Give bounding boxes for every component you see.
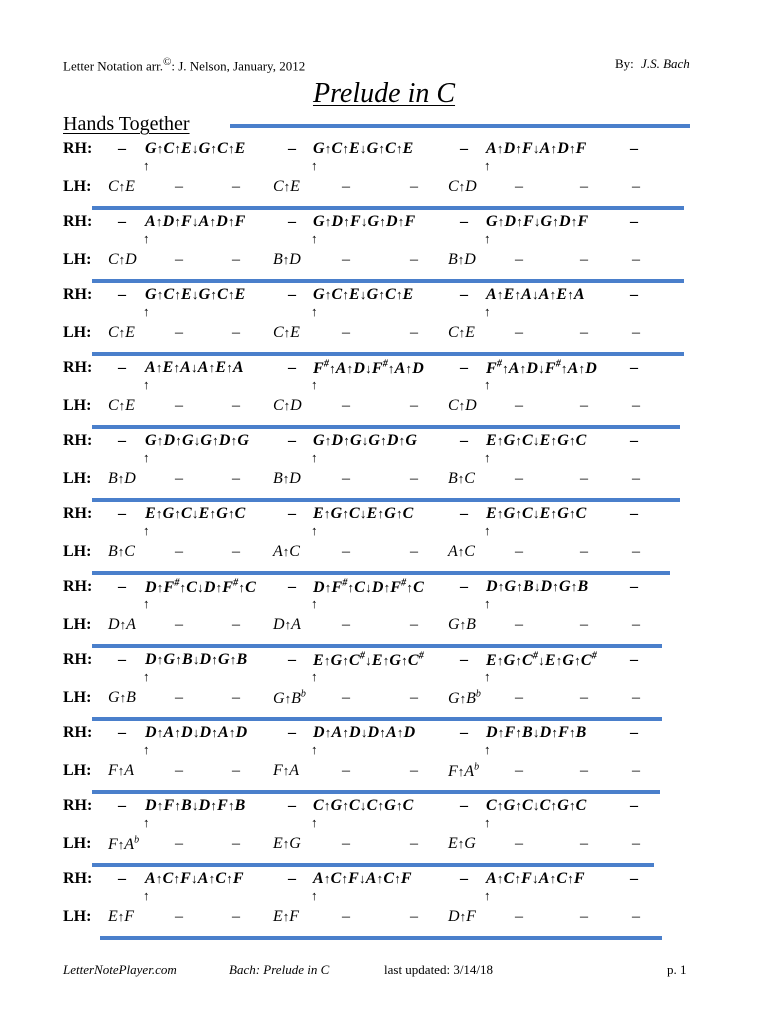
lh-rest-dash: – [632,689,640,706]
rh-rest-dash: – [118,213,126,230]
beat-arrow: ↑ [484,158,491,173]
rh-label: RH: [63,651,93,668]
lh-note-group: C↑E [108,178,135,195]
rh-rest-dash: – [460,505,468,522]
rh-note-group: A↑E↑A↓A↑E↑A [145,359,244,376]
rh-note-group: G↑C↑E↓G↑C↑E [145,286,246,303]
beat-arrow: ↑ [143,304,150,319]
rh-rest-dash: – [288,578,296,595]
lh-note-group: B↑C [108,543,135,560]
lh-rest-dash: – [175,689,183,706]
lh-rest-dash: – [410,908,418,925]
rh-rest-dash: – [460,870,468,887]
footer-updated: last updated: 3/14/18 [384,962,494,977]
lh-rest-dash: – [175,835,183,852]
lh-rest-dash: – [410,543,418,560]
lh-rest-dash: – [410,689,418,706]
lh-note-group: G↑B [108,689,136,706]
lh-rest-dash: – [175,908,183,925]
rh-rest-dash: – [630,578,638,595]
lh-rest-dash: – [632,251,640,268]
rh-note-group: G↑C↑E↓G↑C↑E [313,286,414,303]
lh-note-group: A↑C [273,543,300,560]
rh-rest-dash: – [118,870,126,887]
rh-rest-dash: – [118,578,126,595]
lh-label: LH: [63,251,92,268]
lh-rest-dash: – [580,543,588,560]
beat-arrow: ↑ [311,231,318,246]
system-divider [92,717,662,721]
section-heading: Hands Together [63,113,190,135]
lh-rest-dash: – [410,397,418,414]
lh-rest-dash: – [232,908,240,925]
system-divider [100,936,662,940]
rh-rest-dash: – [288,140,296,157]
lh-rest-dash: – [580,835,588,852]
rh-rest-dash: – [118,140,126,157]
lh-note-group: D↑A [108,616,136,633]
rh-note-group: F#↑A↑D↓F#↑A↑D [313,359,424,378]
lh-rest-dash: – [410,324,418,341]
rh-rest-dash: – [118,286,126,303]
lh-rest-dash: – [232,324,240,341]
lh-note-group: C↑E [273,324,300,341]
lh-note-group: F↑A [273,762,300,779]
lh-rest-dash: – [580,470,588,487]
lh-rest-dash: – [515,835,523,852]
lh-note-group: C↑E [108,397,135,414]
rh-rest-dash: – [288,797,296,814]
rh-rest-dash: – [630,797,638,814]
lh-rest-dash: – [232,689,240,706]
lh-rest-dash: – [580,397,588,414]
lh-rest-dash: – [632,397,640,414]
lh-rest-dash: – [342,251,350,268]
footer-page: p. 1 [667,962,687,977]
rh-rest-dash: – [288,651,296,668]
system-divider [92,425,680,429]
rh-note-group: D↑A↑D↓D↑A↑D [145,724,248,741]
rh-rest-dash: – [460,578,468,595]
rh-note-group: E↑G↑C↓E↑G↑C [486,505,587,522]
lh-rest-dash: – [580,689,588,706]
lh-rest-dash: – [232,251,240,268]
rh-note-group: D↑G↑B↓D↑G↑B [486,578,589,595]
beat-arrow: ↑ [143,742,150,757]
rh-note-group: E↑G↑C#↓E↑G↑C# [486,651,597,670]
lh-note-group: B↑C [448,470,475,487]
rh-label: RH: [63,359,93,376]
lh-rest-dash: – [515,178,523,195]
lh-rest-dash: – [580,762,588,779]
lh-rest-dash: – [580,908,588,925]
rh-note-group: D↑A↑D↓D↑A↑D [313,724,416,741]
rh-rest-dash: – [630,651,638,668]
lh-rest-dash: – [342,470,350,487]
lh-rest-dash: – [632,762,640,779]
beat-arrow: ↑ [311,450,318,465]
composer-name: J.S. Bach [641,56,690,71]
rh-rest-dash: – [630,286,638,303]
arranger-text: : J. Nelson, January, 2012 [171,58,306,74]
beat-arrow: ↑ [311,158,318,173]
rh-note-group: E↑G↑C↓E↑G↑C [313,505,414,522]
rh-label: RH: [63,724,93,741]
lh-rest-dash: – [515,762,523,779]
rh-note-group: C↑G↑C↓C↑G↑C [313,797,414,814]
rh-rest-dash: – [630,432,638,449]
rh-rest-dash: – [288,359,296,376]
lh-rest-dash: – [632,470,640,487]
rh-note-group: A↑D↑F↓A↑D↑F [486,140,587,157]
lh-label: LH: [63,178,92,195]
beat-arrow: ↑ [143,450,150,465]
lh-label: LH: [63,616,92,633]
rh-note-group: G↑C↑E↓G↑C↑E [313,140,414,157]
lh-note-group: E↑G [448,835,476,852]
beat-arrow: ↑ [311,815,318,830]
beat-arrow: ↑ [484,523,491,538]
lh-note-group: B↑D [273,251,301,268]
rh-rest-dash: – [288,432,296,449]
lh-rest-dash: – [515,543,523,560]
beat-arrow: ↑ [143,523,150,538]
rh-note-group: A↑C↑F↓A↑C↑F [313,870,412,887]
lh-note-group: $G↑B^b$ [273,689,306,708]
rh-note-group: G↑C↑E↓G↑C↑E [145,140,246,157]
rh-rest-dash: – [460,797,468,814]
rh-note-group: G↑D↑F↓G↑D↑F [313,213,416,230]
lh-label: LH: [63,835,92,852]
lh-rest-dash: – [175,616,183,633]
rh-rest-dash: – [630,213,638,230]
rh-rest-dash: – [118,797,126,814]
lh-note-group: B↑D [108,470,136,487]
lh-rest-dash: – [232,835,240,852]
rh-rest-dash: – [630,724,638,741]
rh-note-group: D↑F#↑C↓D↑F#↑C [145,578,256,597]
rh-rest-dash: – [118,432,126,449]
lh-rest-dash: – [232,397,240,414]
beat-arrow: ↑ [484,888,491,903]
lh-rest-dash: – [632,835,640,852]
lh-rest-dash: – [175,470,183,487]
rh-note-group: E↑G↑C↓E↑G↑C [486,432,587,449]
rh-rest-dash: – [288,213,296,230]
rh-rest-dash: – [118,651,126,668]
rh-rest-dash: – [630,505,638,522]
footer-site: LetterNotePlayer.com [63,962,177,977]
lh-rest-dash: – [232,762,240,779]
beat-arrow: ↑ [484,450,491,465]
system-divider [92,206,684,210]
lh-label: LH: [63,689,92,706]
lh-label: LH: [63,908,92,925]
rh-note-group: C↑G↑C↓C↑G↑C [486,797,587,814]
lh-note-group: C↑E [273,178,300,195]
lh-label: LH: [63,470,92,487]
beat-arrow: ↑ [143,377,150,392]
rh-note-group: G↑D↑F↓G↑D↑F [486,213,589,230]
lh-note-group: B↑D [448,251,476,268]
rh-rest-dash: – [460,140,468,157]
lh-label: LH: [63,324,92,341]
rh-label: RH: [63,797,93,814]
lh-note-group: F↑A [108,762,135,779]
rh-rest-dash: – [460,213,468,230]
beat-arrow: ↑ [484,304,491,319]
rh-rest-dash: – [118,505,126,522]
rh-label: RH: [63,505,93,522]
beat-arrow: ↑ [484,377,491,392]
rh-label: RH: [63,286,93,303]
lh-rest-dash: – [410,762,418,779]
rh-rest-dash: – [460,724,468,741]
lh-rest-dash: – [410,251,418,268]
arrangement-label: Letter Notation arr. [63,58,163,74]
system-divider [92,498,680,502]
rh-rest-dash: – [630,870,638,887]
rh-rest-dash: – [288,505,296,522]
footer-work: Bach: Prelude in C [229,962,330,977]
rh-rest-dash: – [288,870,296,887]
rh-label: RH: [63,578,93,595]
rh-note-group: D↑F#↑C↓D↑F#↑C [313,578,424,597]
lh-note-group: A↑C [448,543,475,560]
beat-arrow: ↑ [143,888,150,903]
system-divider [92,644,662,648]
composer-credit [615,56,690,72]
lh-rest-dash: – [342,178,350,195]
lh-rest-dash: – [342,689,350,706]
lh-rest-dash: – [515,397,523,414]
lh-rest-dash: – [342,543,350,560]
lh-rest-dash: – [632,178,640,195]
lh-rest-dash: – [515,324,523,341]
lh-rest-dash: – [175,324,183,341]
beat-arrow: ↑ [311,523,318,538]
lh-note-group: E↑G [273,835,301,852]
system-divider [92,863,654,867]
beat-arrow: ↑ [311,304,318,319]
lh-note-group: B↑D [273,470,301,487]
arrangement-credit [63,56,305,74]
system-divider [92,790,660,794]
lh-rest-dash: – [632,908,640,925]
beat-arrow: ↑ [143,815,150,830]
rh-note-group: E↑G↑C↓E↑G↑C [145,505,246,522]
lh-rest-dash: – [175,397,183,414]
rh-note-group: F#↑A↑D↓F#↑A↑D [486,359,597,378]
lh-rest-dash: – [175,543,183,560]
lh-rest-dash: – [175,178,183,195]
lh-label: LH: [63,397,92,414]
lh-rest-dash: – [580,324,588,341]
rh-note-group: G↑D↑G↓G↑D↑G [145,432,250,449]
lh-note-group: $G↑B^b$ [448,689,481,708]
lh-note-group: E↑F [108,908,135,925]
lh-note-group: E↑F [273,908,300,925]
rh-rest-dash: – [460,651,468,668]
beat-arrow: ↑ [143,669,150,684]
rh-rest-dash: – [118,359,126,376]
lh-note-group: C↑D [108,251,137,268]
beat-arrow: ↑ [143,596,150,611]
lh-rest-dash: – [342,397,350,414]
lh-rest-dash: – [632,616,640,633]
lh-label: LH: [63,762,92,779]
beat-arrow: ↑ [311,888,318,903]
rh-rest-dash: – [118,724,126,741]
lh-rest-dash: – [580,251,588,268]
by-label: By: [615,56,634,71]
rh-rest-dash: – [630,140,638,157]
system-divider [92,279,684,283]
copyright-mark: © [163,56,172,68]
lh-label: LH: [63,543,92,560]
lh-rest-dash: – [232,178,240,195]
rh-label: RH: [63,213,93,230]
rh-note-group: A↑C↑F↓A↑C↑F [486,870,585,887]
beat-arrow: ↑ [484,231,491,246]
lh-rest-dash: – [410,470,418,487]
page-title: Prelude in C [312,78,456,109]
rh-rest-dash: – [460,359,468,376]
lh-rest-dash: – [632,324,640,341]
lh-rest-dash: – [515,470,523,487]
beat-arrow: ↑ [311,377,318,392]
rh-note-group: E↑G↑C#↓E↑G↑C# [313,651,424,670]
beat-arrow: ↑ [143,158,150,173]
lh-rest-dash: – [580,178,588,195]
lh-rest-dash: – [175,762,183,779]
beat-arrow: ↑ [484,742,491,757]
rh-label: RH: [63,140,93,157]
lh-note-group: $F↑A^b$ [448,762,480,781]
rh-rest-dash: – [460,286,468,303]
beat-arrow: ↑ [484,596,491,611]
rh-note-group: A↑C↑F↓A↑C↑F [145,870,244,887]
lh-note-group: C↑E [108,324,135,341]
lh-rest-dash: – [515,908,523,925]
rh-rest-dash: – [288,286,296,303]
lh-note-group: C↑E [448,324,475,341]
lh-rest-dash: – [515,616,523,633]
rh-note-group: D↑F↑B↓D↑F↑B [145,797,246,814]
rh-note-group: G↑D↑G↓G↑D↑G [313,432,418,449]
lh-rest-dash: – [342,324,350,341]
lh-rest-dash: – [232,470,240,487]
lh-rest-dash: – [410,835,418,852]
lh-note-group: G↑B [448,616,476,633]
beat-arrow: ↑ [484,669,491,684]
lh-rest-dash: – [232,543,240,560]
beat-arrow: ↑ [311,669,318,684]
rh-rest-dash: – [460,432,468,449]
lh-rest-dash: – [342,762,350,779]
lh-rest-dash: – [632,543,640,560]
lh-note-group: C↑D [448,397,477,414]
lh-rest-dash: – [515,251,523,268]
lh-rest-dash: – [580,616,588,633]
lh-rest-dash: – [342,835,350,852]
rh-rest-dash: – [630,359,638,376]
lh-rest-dash: – [175,251,183,268]
rh-note-group: D↑G↑B↓D↑G↑B [145,651,248,668]
lh-note-group: $F↑A^b$ [108,835,140,854]
system-divider [92,571,670,575]
lh-rest-dash: – [342,908,350,925]
rh-note-group: A↑D↑F↓A↑D↑F [145,213,246,230]
system-divider [92,352,684,356]
beat-arrow: ↑ [311,742,318,757]
rh-label: RH: [63,870,93,887]
lh-note-group: C↑D [273,397,302,414]
lh-rest-dash: – [410,178,418,195]
rh-note-group: A↑E↑A↓A↑E↑A [486,286,585,303]
beat-arrow: ↑ [311,596,318,611]
rh-rest-dash: – [288,724,296,741]
section-rule [230,124,690,128]
beat-arrow: ↑ [484,815,491,830]
lh-rest-dash: – [515,689,523,706]
lh-rest-dash: – [410,616,418,633]
lh-note-group: D↑A [273,616,301,633]
lh-rest-dash: – [232,616,240,633]
rh-label: RH: [63,432,93,449]
lh-note-group: C↑D [448,178,477,195]
lh-note-group: D↑F [448,908,476,925]
rh-note-group: D↑F↑B↓D↑F↑B [486,724,587,741]
lh-rest-dash: – [342,616,350,633]
beat-arrow: ↑ [143,231,150,246]
